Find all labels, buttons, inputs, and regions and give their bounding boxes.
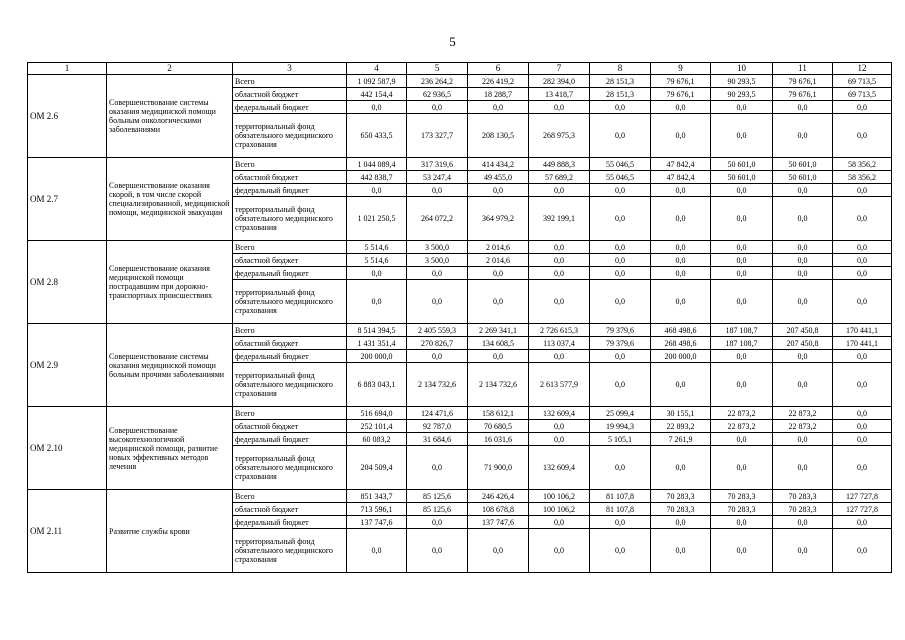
amount-cell: 0,0 (590, 101, 651, 114)
amount-cell: 28 151,3 (590, 75, 651, 88)
column-number-1: 1 (28, 63, 107, 75)
amount-cell: 47 842,4 (651, 171, 711, 184)
amount-cell: 0,0 (347, 267, 407, 280)
amount-cell: 81 107,8 (590, 503, 651, 516)
amount-cell: 0,0 (590, 197, 651, 241)
amount-cell: 92 787,0 (407, 420, 468, 433)
amount-cell: 0,0 (590, 446, 651, 490)
amount-cell: 22 873,2 (711, 407, 773, 420)
amount-cell: 0,0 (773, 254, 833, 267)
amount-cell: 57 689,2 (529, 171, 590, 184)
amount-cell: 0,0 (468, 184, 529, 197)
amount-cell: 0,0 (711, 433, 773, 446)
measure-name: Совершенствование оказания медицинской помощи пострадавшим при дорожно-транспортных происшествиях (107, 241, 233, 324)
funding-source: федеральный бюджет (233, 516, 347, 529)
budget-table (27, 62, 892, 573)
amount-cell: 16 031,6 (468, 433, 529, 446)
table-row (28, 158, 892, 171)
amount-cell: 0,0 (711, 363, 773, 407)
amount-cell: 127 727,8 (833, 490, 892, 503)
amount-cell: 0,0 (711, 516, 773, 529)
amount-cell: 0,0 (590, 114, 651, 158)
column-number-5: 5 (407, 63, 468, 75)
amount-cell: 55 046,5 (590, 158, 651, 171)
amount-cell: 3 500,0 (407, 254, 468, 267)
amount-cell: 70 283,3 (651, 490, 711, 503)
amount-cell: 137 747,6 (347, 516, 407, 529)
amount-cell: 0,0 (651, 280, 711, 324)
amount-cell: 0,0 (407, 529, 468, 573)
amount-cell: 22 893,2 (651, 420, 711, 433)
amount-cell: 0,0 (529, 516, 590, 529)
amount-cell: 207 450,8 (773, 337, 833, 350)
amount-cell: 0,0 (590, 241, 651, 254)
amount-cell: 8 514 394,5 (347, 324, 407, 337)
amount-cell: 0,0 (833, 241, 892, 254)
amount-cell: 70 283,3 (773, 503, 833, 516)
amount-cell: 208 130,5 (468, 114, 529, 158)
amount-cell: 25 099,4 (590, 407, 651, 420)
amount-cell: 207 450,8 (773, 324, 833, 337)
amount-cell: 6 883 043,1 (347, 363, 407, 407)
amount-cell: 47 842,4 (651, 158, 711, 171)
amount-cell: 1 431 351,4 (347, 337, 407, 350)
amount-cell: 85 125,6 (407, 503, 468, 516)
amount-cell: 70 283,3 (651, 503, 711, 516)
amount-cell: 0,0 (833, 254, 892, 267)
amount-cell: 79 676,1 (651, 88, 711, 101)
amount-cell: 79 676,1 (773, 75, 833, 88)
amount-cell: 158 612,1 (468, 407, 529, 420)
amount-cell: 0,0 (468, 350, 529, 363)
column-number-4: 4 (347, 63, 407, 75)
column-number-3: 3 (233, 63, 347, 75)
measure-code: ОМ 2.7 (28, 158, 107, 241)
funding-source: Всего (233, 407, 347, 420)
amount-cell: 0,0 (773, 433, 833, 446)
amount-cell: 187 108,7 (711, 324, 773, 337)
amount-cell: 0,0 (833, 420, 892, 433)
amount-cell: 0,0 (651, 529, 711, 573)
table-body (28, 75, 892, 573)
amount-cell: 0,0 (651, 184, 711, 197)
amount-cell: 2 014,6 (468, 254, 529, 267)
amount-cell: 0,0 (468, 267, 529, 280)
amount-cell: 200 000,0 (651, 350, 711, 363)
amount-cell: 0,0 (407, 516, 468, 529)
amount-cell: 18 288,7 (468, 88, 529, 101)
amount-cell: 79 379,6 (590, 337, 651, 350)
funding-source: федеральный бюджет (233, 350, 347, 363)
amount-cell: 50 601,0 (711, 158, 773, 171)
amount-cell: 317 319,6 (407, 158, 468, 171)
amount-cell: 0,0 (773, 267, 833, 280)
amount-cell: 0,0 (833, 433, 892, 446)
amount-cell: 252 101,4 (347, 420, 407, 433)
amount-cell: 0,0 (711, 197, 773, 241)
amount-cell: 58 356,2 (833, 171, 892, 184)
amount-cell: 0,0 (833, 516, 892, 529)
amount-cell: 851 343,7 (347, 490, 407, 503)
amount-cell: 134 608,5 (468, 337, 529, 350)
amount-cell: 79 676,1 (651, 75, 711, 88)
column-number-6: 6 (468, 63, 529, 75)
amount-cell: 0,0 (773, 516, 833, 529)
amount-cell: 0,0 (529, 420, 590, 433)
table-row (28, 75, 892, 88)
amount-cell: 100 106,2 (529, 503, 590, 516)
amount-cell: 0,0 (833, 407, 892, 420)
measure-code: ОМ 2.9 (28, 324, 107, 407)
amount-cell: 0,0 (529, 529, 590, 573)
amount-cell: 0,0 (590, 267, 651, 280)
amount-cell: 0,0 (529, 350, 590, 363)
amount-cell: 187 108,7 (711, 337, 773, 350)
amount-cell: 50 601,0 (711, 171, 773, 184)
amount-cell: 0,0 (529, 101, 590, 114)
amount-cell: 5 105,1 (590, 433, 651, 446)
amount-cell: 22 873,2 (773, 420, 833, 433)
amount-cell: 516 694,0 (347, 407, 407, 420)
amount-cell: 79 379,6 (590, 324, 651, 337)
amount-cell: 236 264,2 (407, 75, 468, 88)
column-number-8: 8 (590, 63, 651, 75)
funding-source: территориальный фонд обязательного медицинского страхования (233, 280, 347, 324)
amount-cell: 364 979,2 (468, 197, 529, 241)
amount-cell: 19 994,3 (590, 420, 651, 433)
funding-source: территориальный фонд обязательного медицинского страхования (233, 363, 347, 407)
amount-cell: 713 596,1 (347, 503, 407, 516)
amount-cell: 13 418,7 (529, 88, 590, 101)
amount-cell: 0,0 (773, 184, 833, 197)
amount-cell: 55 046,5 (590, 171, 651, 184)
funding-source: федеральный бюджет (233, 101, 347, 114)
measure-code: ОМ 2.11 (28, 490, 107, 573)
amount-cell: 137 747,6 (468, 516, 529, 529)
funding-source: Всего (233, 158, 347, 171)
amount-cell: 200 000,0 (347, 350, 407, 363)
amount-cell: 2 134 732,6 (407, 363, 468, 407)
measure-name: Совершенствование системы оказания медицинской помощи больным прочими заболеваниями (107, 324, 233, 407)
amount-cell: 22 873,2 (773, 407, 833, 420)
amount-cell: 70 283,3 (711, 490, 773, 503)
amount-cell: 414 434,2 (468, 158, 529, 171)
amount-cell: 0,0 (711, 350, 773, 363)
amount-cell: 0,0 (407, 446, 468, 490)
amount-cell: 0,0 (529, 184, 590, 197)
amount-cell: 113 037,4 (529, 337, 590, 350)
amount-cell: 53 247,4 (407, 171, 468, 184)
amount-cell: 69 713,5 (833, 75, 892, 88)
funding-source: областной бюджет (233, 254, 347, 267)
table-row (28, 324, 892, 337)
amount-cell: 2 014,6 (468, 241, 529, 254)
amount-cell: 0,0 (651, 516, 711, 529)
amount-cell: 0,0 (833, 280, 892, 324)
amount-cell: 0,0 (711, 114, 773, 158)
amount-cell: 268 975,3 (529, 114, 590, 158)
amount-cell: 650 433,5 (347, 114, 407, 158)
amount-cell: 0,0 (711, 267, 773, 280)
amount-cell: 204 509,4 (347, 446, 407, 490)
funding-source: областной бюджет (233, 420, 347, 433)
page-number: 5 (449, 34, 456, 49)
amount-cell: 2 726 615,3 (529, 324, 590, 337)
amount-cell: 70 680,5 (468, 420, 529, 433)
amount-cell: 0,0 (529, 280, 590, 324)
funding-source: федеральный бюджет (233, 184, 347, 197)
amount-cell: 0,0 (651, 254, 711, 267)
funding-source: территориальный фонд обязательного медицинского страхования (233, 529, 347, 573)
amount-cell: 0,0 (468, 101, 529, 114)
amount-cell: 5 514,6 (347, 241, 407, 254)
amount-cell: 173 327,7 (407, 114, 468, 158)
amount-cell: 30 155,1 (651, 407, 711, 420)
amount-cell: 0,0 (468, 280, 529, 324)
column-number-10: 10 (711, 63, 773, 75)
amount-cell: 442 154,4 (347, 88, 407, 101)
amount-cell: 0,0 (773, 101, 833, 114)
amount-cell: 1 021 250,5 (347, 197, 407, 241)
amount-cell: 7 261,9 (651, 433, 711, 446)
amount-cell: 0,0 (590, 184, 651, 197)
amount-cell: 2 269 341,1 (468, 324, 529, 337)
amount-cell: 0,0 (773, 446, 833, 490)
amount-cell: 49 455,0 (468, 171, 529, 184)
amount-cell: 0,0 (651, 446, 711, 490)
amount-cell: 0,0 (529, 267, 590, 280)
amount-cell: 246 426,4 (468, 490, 529, 503)
table-row (28, 241, 892, 254)
measure-code: ОМ 2.8 (28, 241, 107, 324)
measure-name: Совершенствование высокотехнологичной медицинской помощи, развитие новых эффективных методов лечения (107, 407, 233, 490)
amount-cell: 31 684,6 (407, 433, 468, 446)
amount-cell: 62 936,5 (407, 88, 468, 101)
amount-cell: 226 419,2 (468, 75, 529, 88)
amount-cell: 449 888,3 (529, 158, 590, 171)
amount-cell: 28 151,3 (590, 88, 651, 101)
amount-cell: 0,0 (651, 197, 711, 241)
amount-cell: 132 609,4 (529, 446, 590, 490)
amount-cell: 0,0 (529, 241, 590, 254)
amount-cell: 5 514,6 (347, 254, 407, 267)
measure-code: ОМ 2.6 (28, 75, 107, 158)
amount-cell: 2 405 559,3 (407, 324, 468, 337)
amount-cell: 0,0 (711, 184, 773, 197)
amount-cell: 132 609,4 (529, 407, 590, 420)
amount-cell: 0,0 (833, 197, 892, 241)
amount-cell: 0,0 (651, 363, 711, 407)
amount-cell: 0,0 (590, 350, 651, 363)
amount-cell: 0,0 (529, 254, 590, 267)
amount-cell: 58 356,2 (833, 158, 892, 171)
amount-cell: 0,0 (347, 280, 407, 324)
amount-cell: 0,0 (711, 101, 773, 114)
funding-source: территориальный фонд обязательного медицинского страхования (233, 114, 347, 158)
amount-cell: 0,0 (407, 280, 468, 324)
column-number-2: 2 (107, 63, 233, 75)
funding-source: Всего (233, 75, 347, 88)
column-number-9: 9 (651, 63, 711, 75)
amount-cell: 0,0 (711, 280, 773, 324)
amount-cell: 0,0 (407, 350, 468, 363)
amount-cell: 0,0 (529, 433, 590, 446)
amount-cell: 0,0 (833, 267, 892, 280)
table-row (28, 490, 892, 503)
amount-cell: 124 471,6 (407, 407, 468, 420)
amount-cell: 0,0 (407, 267, 468, 280)
amount-cell: 0,0 (773, 350, 833, 363)
amount-cell: 1 092 587,9 (347, 75, 407, 88)
funding-source: территориальный фонд обязательного медицинского страхования (233, 197, 347, 241)
amount-cell: 0,0 (833, 114, 892, 158)
column-number-11: 11 (773, 63, 833, 75)
amount-cell: 0,0 (833, 446, 892, 490)
amount-cell: 69 713,5 (833, 88, 892, 101)
amount-cell: 2 613 577,9 (529, 363, 590, 407)
amount-cell: 0,0 (347, 101, 407, 114)
amount-cell: 0,0 (711, 254, 773, 267)
amount-cell: 0,0 (590, 529, 651, 573)
funding-source: областной бюджет (233, 88, 347, 101)
funding-source: Всего (233, 324, 347, 337)
amount-cell: 0,0 (773, 280, 833, 324)
amount-cell: 268 498,6 (651, 337, 711, 350)
amount-cell: 0,0 (468, 529, 529, 573)
column-number-row (28, 63, 892, 75)
amount-cell: 60 083,2 (347, 433, 407, 446)
amount-cell: 2 134 732,6 (468, 363, 529, 407)
column-number-12: 12 (833, 63, 892, 75)
amount-cell: 0,0 (711, 446, 773, 490)
amount-cell: 100 106,2 (529, 490, 590, 503)
amount-cell: 108 678,8 (468, 503, 529, 516)
amount-cell: 0,0 (711, 241, 773, 254)
amount-cell: 0,0 (651, 241, 711, 254)
amount-cell: 0,0 (590, 254, 651, 267)
table-row (28, 407, 892, 420)
amount-cell: 0,0 (833, 350, 892, 363)
amount-cell: 79 676,1 (773, 88, 833, 101)
amount-cell: 0,0 (773, 197, 833, 241)
measure-code: ОМ 2.10 (28, 407, 107, 490)
amount-cell: 0,0 (773, 363, 833, 407)
amount-cell: 50 601,0 (773, 171, 833, 184)
funding-source: Всего (233, 241, 347, 254)
amount-cell: 0,0 (833, 363, 892, 407)
funding-source: Всего (233, 490, 347, 503)
amount-cell: 0,0 (773, 114, 833, 158)
funding-source: территориальный фонд обязательного медицинского страхования (233, 446, 347, 490)
amount-cell: 3 500,0 (407, 241, 468, 254)
measure-name: Совершенствование системы оказания медицинской помощи больным онкологическими заболеваниями (107, 75, 233, 158)
amount-cell: 0,0 (347, 529, 407, 573)
amount-cell: 442 838,7 (347, 171, 407, 184)
amount-cell: 81 107,8 (590, 490, 651, 503)
amount-cell: 0,0 (590, 516, 651, 529)
amount-cell: 0,0 (711, 529, 773, 573)
measure-name: Совершенствование оказания скорой, в том числе скорой специализированной, медицинской помощи, медицинской эвакуации (107, 158, 233, 241)
amount-cell: 0,0 (773, 241, 833, 254)
amount-cell: 50 601,0 (773, 158, 833, 171)
amount-cell: 0,0 (773, 529, 833, 573)
amount-cell: 170 441,1 (833, 324, 892, 337)
amount-cell: 0,0 (833, 529, 892, 573)
amount-cell: 0,0 (833, 101, 892, 114)
amount-cell: 0,0 (407, 101, 468, 114)
funding-source: областной бюджет (233, 337, 347, 350)
amount-cell: 0,0 (407, 184, 468, 197)
amount-cell: 270 826,7 (407, 337, 468, 350)
amount-cell: 264 072,2 (407, 197, 468, 241)
funding-source: федеральный бюджет (233, 433, 347, 446)
funding-source: областной бюджет (233, 503, 347, 516)
funding-source: областной бюджет (233, 171, 347, 184)
amount-cell: 71 900,0 (468, 446, 529, 490)
amount-cell: 127 727,8 (833, 503, 892, 516)
amount-cell: 70 283,3 (773, 490, 833, 503)
amount-cell: 70 283,3 (711, 503, 773, 516)
amount-cell: 0,0 (651, 114, 711, 158)
amount-cell: 1 044 089,4 (347, 158, 407, 171)
amount-cell: 85 125,6 (407, 490, 468, 503)
amount-cell: 22 873,2 (711, 420, 773, 433)
measure-name: Развитие службы крови (107, 490, 233, 573)
funding-source: федеральный бюджет (233, 267, 347, 280)
amount-cell: 0,0 (651, 267, 711, 280)
amount-cell: 282 394,0 (529, 75, 590, 88)
amount-cell: 0,0 (347, 184, 407, 197)
amount-cell: 392 199,1 (529, 197, 590, 241)
column-number-7: 7 (529, 63, 590, 75)
amount-cell: 468 498,6 (651, 324, 711, 337)
amount-cell: 0,0 (833, 184, 892, 197)
amount-cell: 90 293,5 (711, 88, 773, 101)
amount-cell: 0,0 (590, 280, 651, 324)
amount-cell: 90 293,5 (711, 75, 773, 88)
amount-cell: 0,0 (590, 363, 651, 407)
amount-cell: 170 441,1 (833, 337, 892, 350)
amount-cell: 0,0 (651, 101, 711, 114)
